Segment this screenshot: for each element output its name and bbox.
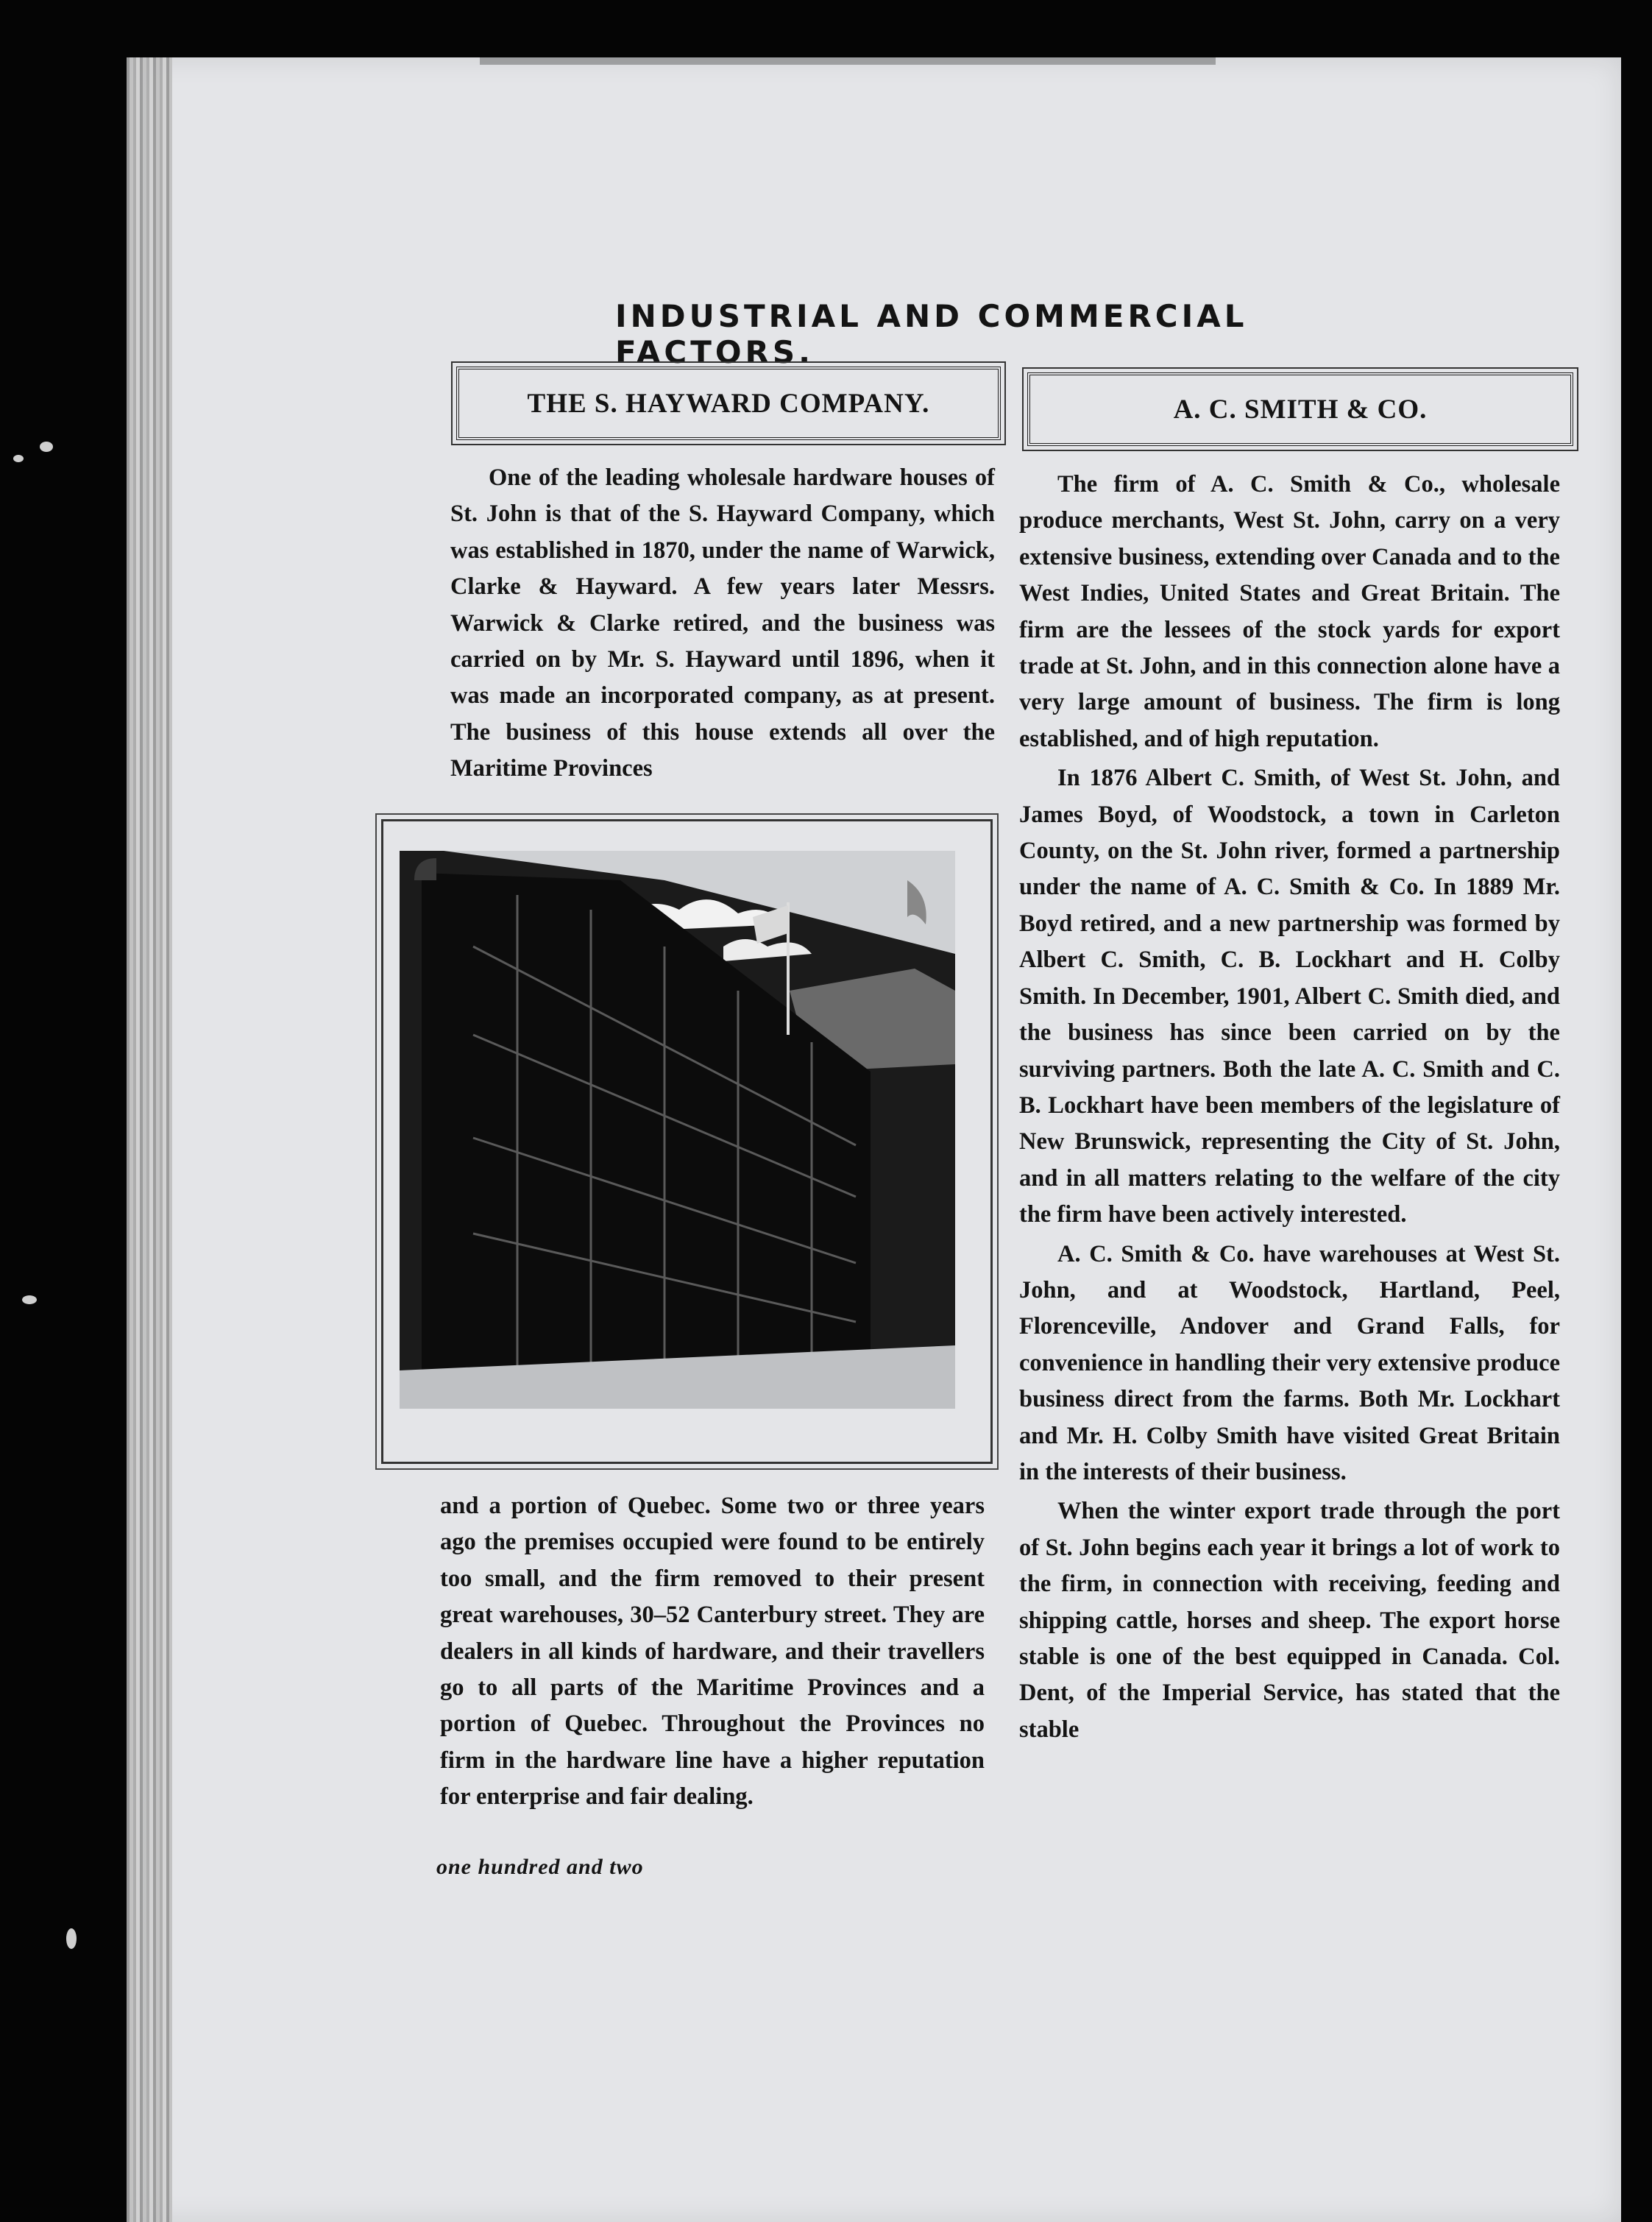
scan-speck: [22, 1295, 37, 1304]
hayward-article-top: [450, 460, 995, 788]
hayward-paragraph-2: and a portion of Quebec. Some two or three years ago the premises occupied were found to be entirely too small, and the firm removed to their present great warehouses, 30–52 Canterbury street. They are dealers in all kinds of hardware, and their travellers go to all parts of the Maritime Provinces and a portion of Quebec. Throughout the Provinces no firm in the hardware line have a higher reputation for enterprise and fair dealing.: [440, 1493, 985, 1811]
heading-smith: A. C. SMITH & CO.: [1027, 372, 1573, 446]
smith-paragraph-4: When the winter export trade through the port of St. John begins each year it brings a lot of work to the firm, in connection with receiving, feeding and shipping cattle, horses and sheep. The export horse stable is one of the best equipped in Canada. Col. Dent, of the Imperial Service, has stated that the stable: [1019, 1498, 1560, 1743]
smith-paragraph-2: In 1876 Albert C. Smith, of West St. John, and James Boyd, of Woodstock, a town in Carleton County, on the St. John river, formed a partnership under the name of A. C. Smith & Co. In 1889 Mr. Boyd retired, and a new partnership was formed by Albert C. Smith, C. B. Lockhart and H. Colby Smith. In December, 1901, Albert C. Smith died, and the business has since been carried on by the surviving partners. Both the late A. C. Smith and C. B. Lockhart have been members of the legislature of New Brunswick, representing the City of St. John, and in all matters relating to the welfare of the city the firm have been actively interested.: [1019, 765, 1560, 1228]
folio: one hundred and two: [436, 1855, 644, 1879]
scan-speck: [40, 442, 53, 452]
warehouse-illustration: [400, 851, 955, 1409]
scan-shadow: [480, 57, 1216, 65]
page-binding-edge: [127, 57, 172, 2222]
hayward-article-bottom: [440, 1488, 985, 1816]
hayward-paragraph-1: One of the leading wholesale hardware houses of St. John is that of the S. Hayward Company, which was established in 1870, under the name of Warwick, Clarke & Hayward. A few years later Messrs. Warwick & Clarke retired, and the business was carried on by Mr. S. Hayward until 1896, when it was made an incorporated company, as at present. The business of this house extends all over the Maritime Provinces: [450, 464, 995, 782]
warehouse-engraving: [381, 819, 993, 1464]
smith-paragraph-3: A. C. Smith & Co. have warehouses at West St. John, and at Woodstock, Hartland, Peel, Florenceville, Andover and Grand Falls, for convenience in handling their very extensive produce business direct from the farms. Both Mr. Lockhart and Mr. H. Colby Smith have visited Great Britain in the interests of their business.: [1019, 1240, 1560, 1485]
heading-hayward: THE S. HAYWARD COMPANY.: [456, 367, 1001, 440]
running-head: INDUSTRIAL AND COMMERCIAL FACTORS.: [615, 298, 1248, 370]
scan-speck: [13, 455, 24, 462]
smith-paragraph-1: The firm of A. C. Smith & Co., wholesale produce merchants, West St. John, carry on a very extensive business, extending over Canada and to the West Indies, United States and Great Britain. The firm are the lessees of the stock yards for export trade at St. John, and in this connection alone have a very large amount of business. The firm is long established, and of high reputation.: [1019, 471, 1560, 752]
smith-article: [1019, 467, 1560, 1748]
scan-speck: [66, 1928, 77, 1949]
